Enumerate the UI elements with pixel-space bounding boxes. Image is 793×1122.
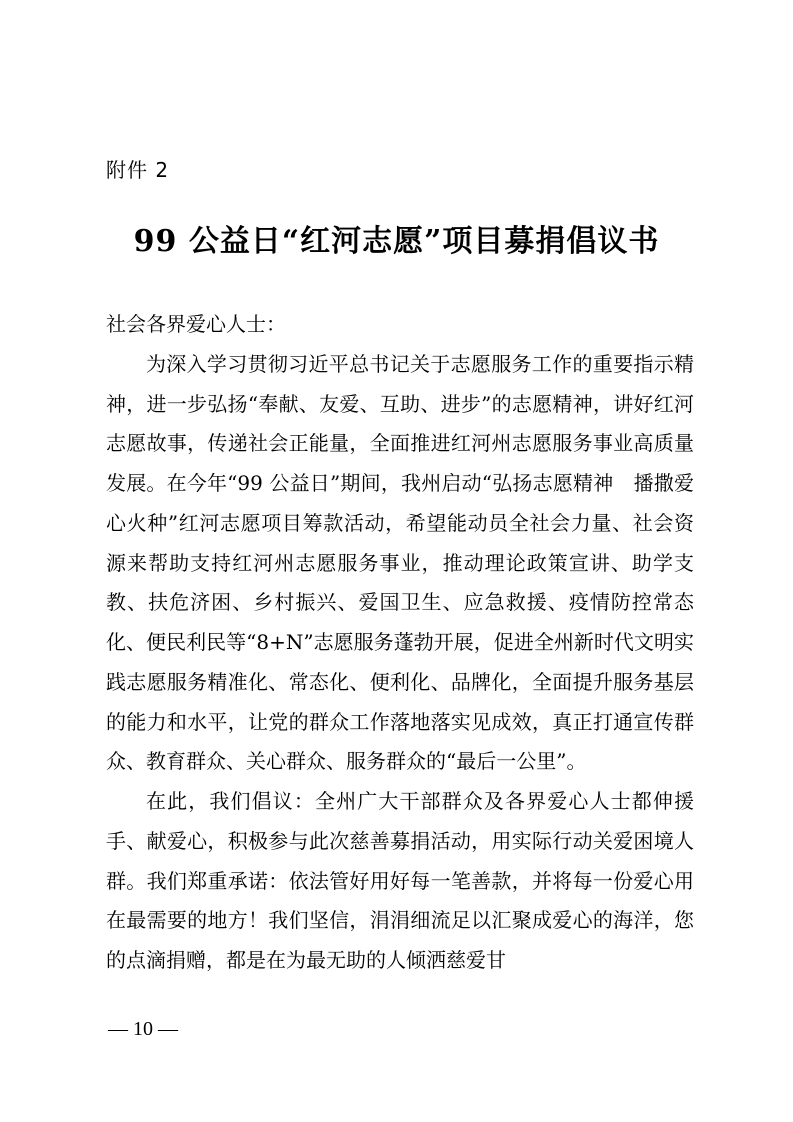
document-title: 99 公益日“红河志愿”项目募捐倡议书 <box>133 224 660 259</box>
attachment-label: 附件 2 <box>106 158 170 182</box>
document-body <box>106 305 694 981</box>
page-number: — 10 — <box>108 1018 178 1040</box>
body-paragraph-2: 在此，我们倡议：全州广大干部群众及各界爱心人士都伸援手、献爱心，积极参与此次慈善募捐活动，用实际行动关爱困境人群。我们郑重承诺：依法管好用好每一笔善款，并将每一份爱心用在最需要的地方！我们坚信，涓涓细流足以汇聚成爱心的海洋，您的点滴捐赠，都是在为最无助的人倾洒慈爱甘 <box>106 789 694 972</box>
body-paragraph-1: 为深入学习贯彻习近平总书记关于志愿服务工作的重要指示精神，进一步弘扬“奉献、友爱、互助、进步”的志愿精神，讲好红河志愿故事，传递社会正能量，全面推进红河州志愿服务事业高质量发展。在今年“99 公益日”期间，我州启动“弘扬志愿精神 播撒爱心火种”红河志愿项目筹款活动，希望能动员全社会力量、社会资源来帮助支持红河州志愿服务事业，推动理论政策宣讲、助学支教、扶危济困、乡村振兴、爱国卫生、应急救援、疫情防控常态化、便民利民等“8+N”志愿服务蓬勃开展，促进全州新时代文明实践志愿服务精准化、常态化、便利化、品牌化，全面提升服务基层的能力和水平，让党的群众工作落地落实见成效，真正打通宣传群众、教育群众、关心群众、服务群众的“最后一公里”。 <box>106 351 694 774</box>
salutation: 社会各界爱心人士： <box>106 312 286 336</box>
